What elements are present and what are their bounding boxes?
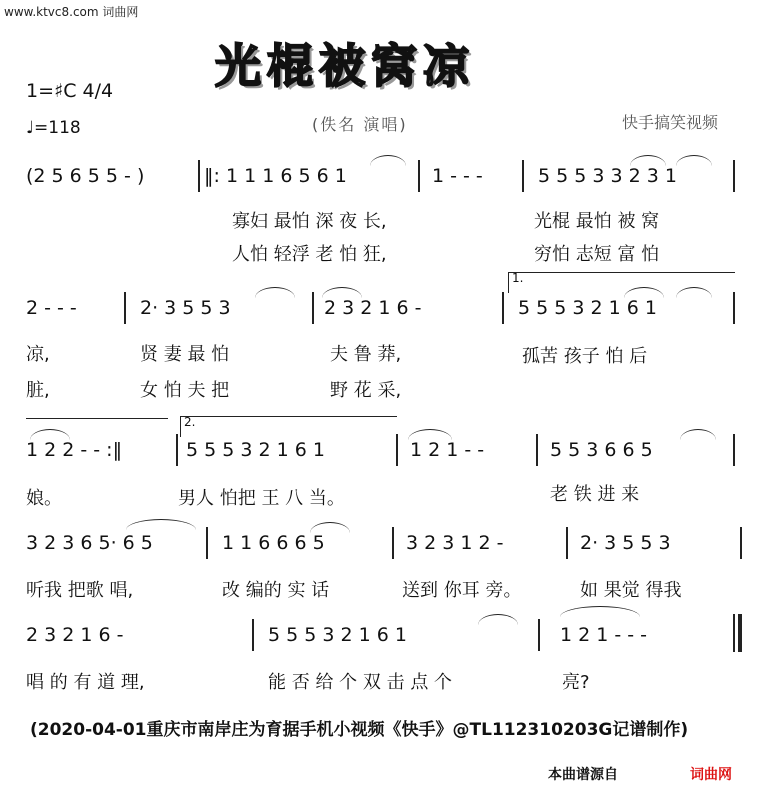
lyric-line: 孤苦 孩子 怕 后 (522, 346, 648, 367)
bar-line (502, 292, 504, 324)
slur (680, 429, 716, 440)
lyric-line: 能 否 给 个 双 击 点 个 (268, 672, 453, 693)
slur (126, 519, 196, 530)
measure-notes: 5 5 3 6 6 5 (550, 439, 653, 461)
lyric-line: 亮? (562, 672, 590, 693)
lyric-line: 脏, (26, 380, 50, 401)
measure-notes: 2 - - - (26, 297, 77, 319)
measure-notes: 3 2 3 1 2 - (406, 532, 504, 554)
bar-line (418, 160, 420, 192)
lyric-line: 光棍 最怕 被 窝 (534, 211, 660, 232)
measure-notes: 5 5 5 3 3 2 3 1 (538, 165, 677, 187)
lyric-line: 送到 你耳 旁。 (402, 580, 522, 601)
measure-notes: 2· 3 5 5 3 (140, 297, 231, 319)
transcription-credit: (2020-04-01重庆市南岸庄为育据手机小视频《快手》@TL112310203G记谱制作) (30, 720, 689, 740)
bar-line (312, 292, 314, 324)
lyric-line: 凉, (26, 344, 50, 365)
measure-notes: 5 5 5 3 2 1 6 1 (268, 624, 407, 646)
bar-line (124, 292, 126, 324)
measure-notes: 1 2 1 - - - (560, 624, 648, 646)
final-bar-line-thick (738, 614, 742, 652)
measure-notes: (2 5 6 5 5 - ) (26, 165, 145, 187)
brand-logo[interactable]: 词曲网 (690, 767, 732, 783)
bar-line (206, 527, 208, 559)
measure-notes: 3 2 3 6 5· 6 5 (26, 532, 153, 554)
bar-line (740, 527, 742, 559)
measure-notes: 5 5 5 3 2 1 6 1 (518, 297, 657, 319)
bar-line (522, 160, 524, 192)
measure-notes: 1 2 1 - - (410, 439, 485, 461)
measure-notes: 1 - - - (432, 165, 483, 187)
bar-line (733, 434, 735, 466)
volta-second-ending: 2. (180, 416, 397, 437)
bar-line (396, 434, 398, 466)
lyric-line: 男人 怕把 王 八 当。 (178, 488, 345, 509)
bar-line (198, 160, 200, 192)
measure-notes: ‖: 1 1 1 6 5 6 1 (204, 165, 347, 187)
lyric-line: 寡妇 最怕 深 夜 长, (232, 211, 387, 232)
measure-notes: 2 3 2 1 6 - (26, 624, 124, 646)
lyric-line: 人怕 轻浮 老 怕 狂, (232, 244, 387, 265)
bar-line (536, 434, 538, 466)
slur (322, 287, 362, 298)
source-credit: 快手搞笑视频 (622, 113, 719, 132)
slur (478, 614, 518, 625)
measure-notes: 2 3 2 1 6 - (324, 297, 422, 319)
site-url[interactable]: www.ktvc8.com 词曲网 (4, 5, 139, 19)
singer-credit: (佚名 演唱) (312, 115, 408, 134)
lyric-line: 野 花 采, (330, 380, 402, 401)
slur (676, 155, 712, 166)
final-bar-line-thin (733, 614, 735, 652)
slur (560, 606, 640, 617)
measure-notes: 2· 3 5 5 3 (580, 532, 671, 554)
bar-line (733, 292, 735, 324)
bar-line (392, 527, 394, 559)
measure-notes: 1 1 6 6 6 5 (222, 532, 325, 554)
slur (310, 522, 350, 533)
bar-line (566, 527, 568, 559)
key-signature: 1=♯C 4/4 (26, 80, 114, 102)
bar-line (252, 619, 254, 651)
lyric-line: 贤 妻 最 怕 (140, 344, 230, 365)
slur (630, 155, 666, 166)
bar-line (733, 160, 735, 192)
source-label: 本曲谱源自 (548, 767, 618, 783)
lyric-line: 改 编的 实 话 (222, 580, 330, 601)
lyric-line: 老 铁 进 来 (550, 484, 640, 505)
lyric-line: 穷怕 志短 富 怕 (534, 244, 660, 265)
bar-line (176, 434, 178, 466)
measure-notes: 1 2 2 - - :‖ (26, 439, 123, 461)
lyric-line: 听我 把歌 唱, (26, 580, 134, 601)
slur (255, 287, 295, 298)
song-title: 光棍被窝凉 (215, 39, 475, 93)
volta-first-ending: 1. (508, 272, 735, 293)
lyric-line: 如 果觉 得我 (580, 580, 682, 601)
tempo-marking: ♩=118 (26, 118, 81, 138)
slur (370, 155, 406, 166)
lyric-line: 唱 的 有 道 理, (26, 672, 145, 693)
lyric-line: 娘。 (26, 488, 62, 509)
bar-line (538, 619, 540, 651)
lyric-line: 女 怕 夫 把 (140, 380, 230, 401)
slur (408, 429, 452, 440)
lyric-line: 夫 鲁 莽, (330, 344, 402, 365)
measure-notes: 5 5 5 3 2 1 6 1 (186, 439, 325, 461)
